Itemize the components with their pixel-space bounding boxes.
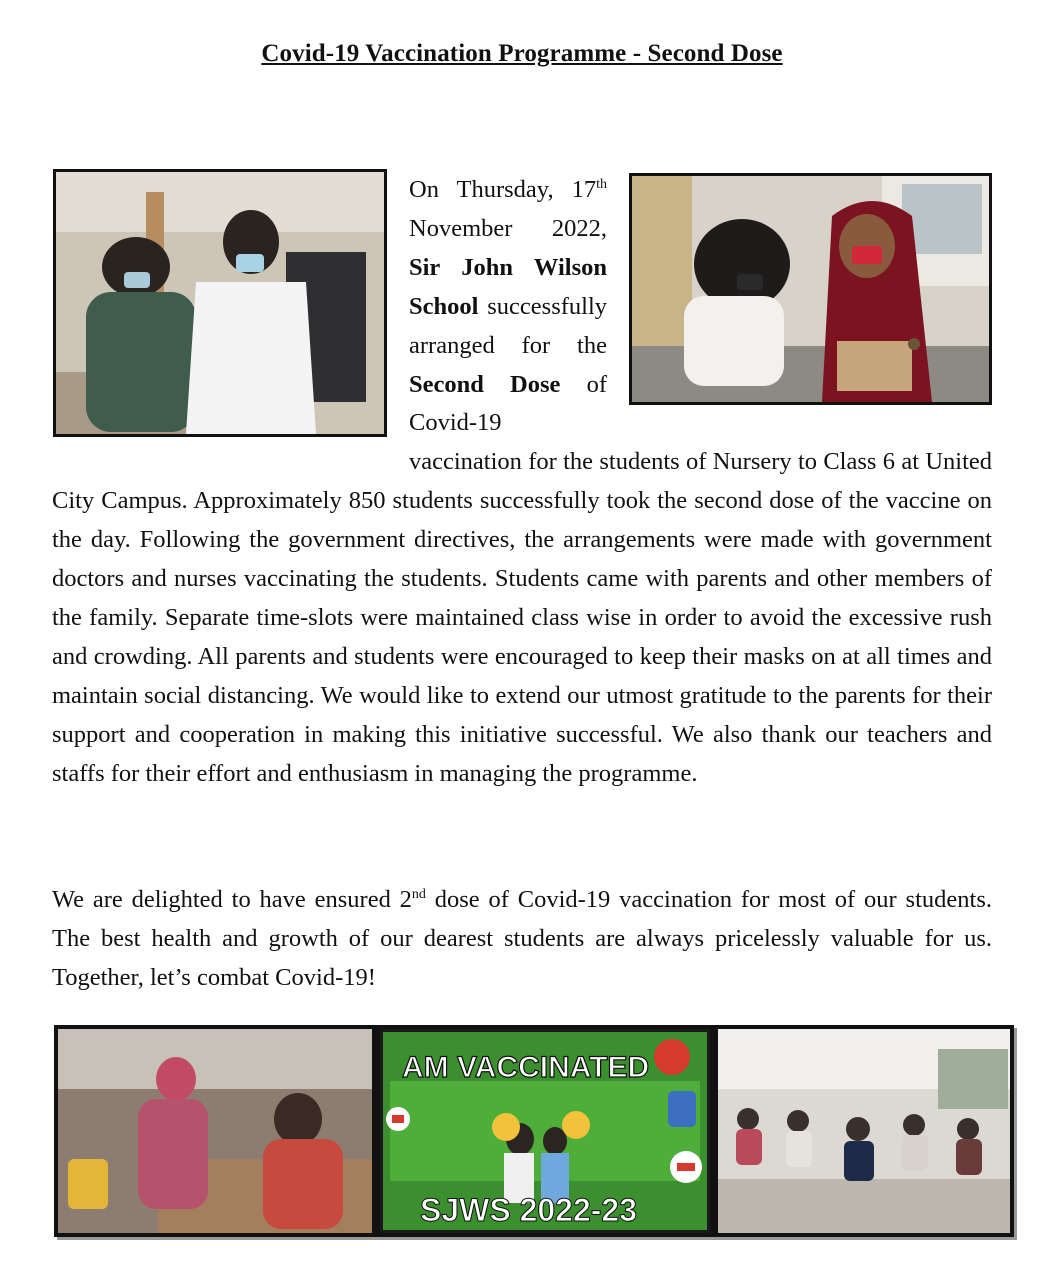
photo-waiting-hall <box>714 1025 1014 1237</box>
main-paragraph <box>52 171 992 794</box>
photo-student-vaccination <box>629 173 992 405</box>
closing-paragraph <box>52 881 992 998</box>
para1-superscript: th <box>596 176 607 192</box>
para1-text-3: successfully arranged for the <box>409 292 607 359</box>
board-footer-text: SJWS 2022-23 <box>420 1192 638 1228</box>
dose-label: Second Dose <box>409 370 561 398</box>
para2-text-2: dose of Covid-19 vaccination for most of our students. The best health and growth of our dearest students are always pricelessly valuable for us. Together, let’s combat Covid-19! <box>52 886 992 991</box>
para1-text-1: On Thursday, 17 <box>409 176 597 203</box>
school-name: Sir John Wilson School <box>409 253 607 320</box>
para2-text-1: We are delighted to have ensured 2 <box>52 886 412 913</box>
board-banner-text: AM VACCINATED <box>402 1051 650 1084</box>
photo-parents-registration <box>54 1025 376 1237</box>
para1-text-4: of Covid-19 vaccination for the students of Nursery to Class 6 at United City Campus. Approximately 850 students successfully took the second dose of the vaccine on the day. Following the government directives, the arrangements were made with government doctors and nurses vaccinating the students. Students came with parents and other members of the family. Separate time-slots were maintained class wise in order to avoid the excessive rush and crowding. All parents and students were encouraged to keep their masks on at all times and maintain social distancing. We would like to extend our utmost gratitude to the parents for their support and cooperation in making this initiative successful. We also thank our teachers and staffs for their effort and enthusiasm in managing the programme. <box>52 370 992 787</box>
photo-vaccinated-board <box>376 1025 714 1237</box>
para1-text-2: November 2022, <box>409 214 607 242</box>
page-title: Covid-19 Vaccination Programme - Second Dose <box>261 40 783 67</box>
photo-doctor-vaccinating-boy <box>53 169 387 437</box>
para2-superscript: nd <box>411 886 426 902</box>
